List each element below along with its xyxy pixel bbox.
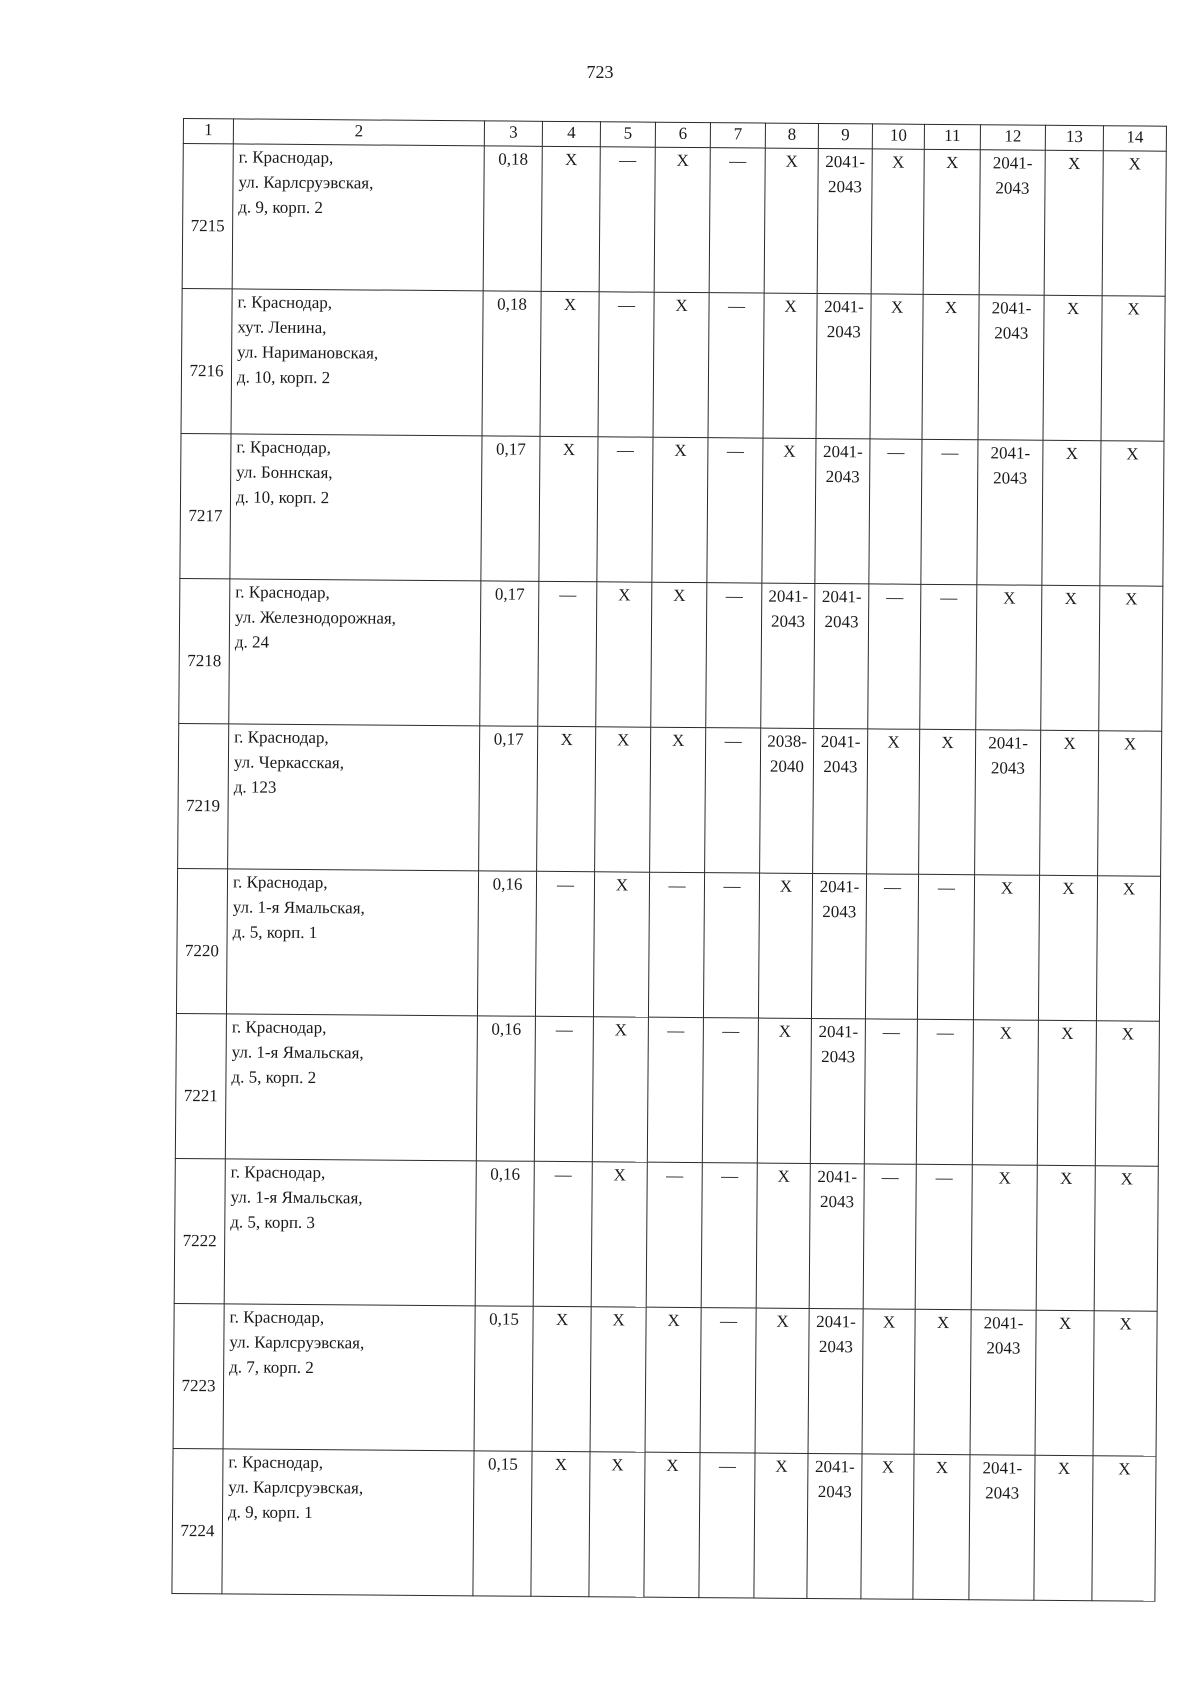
cell-c11: Х [922, 294, 979, 439]
cell-c13: Х [1044, 150, 1103, 295]
address-cell: г. Краснодар, ул. Черкасская, д. 123 [228, 724, 480, 871]
cell-c8: Х [754, 1453, 808, 1598]
cell-c8: 2038- 2040 [760, 728, 814, 873]
column-header-1: 1 [183, 119, 233, 144]
cell-c5: — [598, 292, 654, 437]
column-header-6: 6 [655, 122, 710, 147]
cell-c3: 0,16 [476, 1016, 535, 1161]
cell-c14: Х [1094, 1166, 1158, 1311]
column-header-13: 13 [1045, 125, 1103, 150]
row-number-cell [179, 578, 230, 723]
column-header-4: 4 [542, 121, 600, 146]
table-row [176, 868, 1160, 1021]
column-header-12: 12 [980, 125, 1045, 151]
cell-c5: — [599, 147, 655, 292]
cell-c3: 0,15 [474, 1306, 533, 1451]
cell-c6: Х [651, 582, 707, 727]
cell-c13: Х [1040, 730, 1099, 875]
cell-c4: — [538, 581, 597, 726]
cell-c10: Х [870, 294, 923, 439]
cell-c7: — [700, 1308, 756, 1453]
cell-c5: Х [590, 1307, 646, 1452]
table-row [172, 1448, 1156, 1601]
row-number-cell [175, 1013, 226, 1158]
cell-c12: Х [973, 875, 1039, 1021]
cell-c11: — [915, 1164, 972, 1309]
row-number-cell [181, 288, 232, 433]
table-row [173, 1303, 1157, 1456]
cell-c6: Х [653, 292, 709, 437]
cell-c12: 2041- 2043 [970, 1310, 1036, 1456]
cell-c10: — [864, 1019, 917, 1164]
cell-c6: Х [650, 727, 706, 872]
row-number: 7224 [180, 1520, 215, 1540]
cell-c8: Х [757, 1018, 811, 1163]
cell-c10: Х [871, 149, 924, 294]
column-header-10: 10 [872, 124, 924, 149]
cell-c11: — [917, 874, 974, 1019]
cell-c5: Х [591, 1162, 647, 1307]
cell-c7: — [708, 293, 764, 438]
cell-c7: — [707, 438, 763, 583]
cell-c8: Х [764, 148, 818, 293]
cell-c11: Х [913, 1454, 970, 1599]
address-cell: г. Краснодар, ул. Карлсруэвская, д. 7, корп. 2 [223, 1304, 475, 1451]
table-row [174, 1158, 1158, 1311]
cell-c12: Х [971, 1165, 1037, 1311]
row-number: 7222 [182, 1230, 217, 1250]
column-header-5: 5 [600, 122, 655, 147]
row-number: 7217 [188, 505, 223, 525]
table-row [180, 433, 1164, 586]
cell-c9: 2041- 2043 [808, 1308, 863, 1453]
column-header-11: 11 [924, 124, 980, 149]
row-number: 7219 [186, 795, 221, 815]
cell-c3: 0,17 [480, 581, 539, 726]
address-cell: г. Краснодар, ул. Карлсруэвская, д. 9, корп. 1 [222, 1449, 474, 1596]
cell-c11: — [920, 584, 977, 729]
cell-c5: Х [589, 1452, 645, 1597]
cell-c4: Х [539, 436, 598, 581]
register-table [171, 118, 1167, 1602]
cell-c3: 0,16 [475, 1161, 534, 1306]
cell-c11: Х [923, 149, 980, 294]
cell-c10: Х [867, 729, 920, 874]
cell-c8: 2041- 2043 [761, 583, 815, 728]
row-number: 7215 [190, 215, 225, 235]
cell-c4: Х [537, 726, 596, 871]
cell-c5: Х [596, 582, 652, 727]
cell-c14: Х [1102, 151, 1166, 296]
cell-c3: 0,17 [481, 436, 540, 581]
cell-c7: — [706, 583, 762, 728]
cell-c9: 2041- 2043 [815, 438, 870, 583]
row-number-cell [176, 868, 227, 1013]
cell-c13: Х [1037, 1020, 1096, 1165]
cell-c13: Х [1034, 1455, 1093, 1600]
table-row [178, 723, 1162, 876]
cell-c10: — [869, 439, 922, 584]
cell-c4: — [535, 871, 594, 1016]
column-header-14: 14 [1103, 126, 1166, 151]
cell-c8: Х [763, 293, 817, 438]
row-number: 7221 [183, 1085, 218, 1105]
row-number: 7220 [184, 940, 220, 960]
cell-c6: — [646, 1162, 702, 1307]
cell-c3: 0,16 [477, 871, 536, 1016]
cell-c7: — [703, 873, 759, 1018]
cell-c13: Х [1036, 1165, 1095, 1310]
cell-c6: — [648, 872, 704, 1017]
cell-c13: Х [1035, 1310, 1094, 1455]
row-number-cell [172, 1448, 223, 1593]
address-cell: г. Краснодар, ул. Карлсруэвская, д. 9, корп. 2 [232, 144, 484, 291]
table-row [182, 144, 1166, 297]
row-number: 7218 [187, 650, 222, 670]
column-header-7: 7 [710, 123, 765, 148]
cell-c7: — [705, 728, 761, 873]
cell-c12: Х [976, 585, 1042, 731]
cell-c14: Х [1096, 876, 1160, 1021]
row-number: 7216 [189, 360, 224, 380]
cell-c7: — [699, 1453, 755, 1598]
cell-c14: Х [1098, 731, 1162, 876]
address-cell: г. Краснодар, ул. Железнодорожная, д. 24 [229, 579, 481, 726]
address-cell: г. Краснодар, ул. 1-я Ямальская, д. 5, корп. 2 [225, 1014, 477, 1161]
address-cell: г. Краснодар, ул. Боннская, д. 10, корп. 2 [230, 434, 482, 581]
cell-c12: 2041- 2043 [977, 440, 1043, 586]
cell-c12: 2041- 2043 [969, 1455, 1035, 1601]
address-cell: г. Краснодар, хут. Ленина, ул. Наримановская, д. 10, корп. 2 [231, 289, 483, 436]
cell-c6: Х [644, 1452, 700, 1597]
cell-c8: Х [762, 438, 816, 583]
cell-c10: Х [861, 1454, 914, 1599]
cell-c9: 2041- 2043 [814, 583, 869, 728]
row-number-cell [178, 723, 229, 868]
cell-c3: 0,18 [482, 291, 541, 436]
cell-c6: Х [652, 437, 708, 582]
row-number: 7223 [181, 1375, 216, 1395]
cell-c11: — [921, 439, 978, 584]
cell-c5: Х [595, 727, 651, 872]
table-row [179, 578, 1163, 731]
row-number-cell [174, 1158, 225, 1303]
cell-c13: Х [1038, 875, 1097, 1020]
column-header-8: 8 [765, 123, 818, 148]
cell-c7: — [709, 148, 765, 293]
cell-c9: 2041- 2043 [809, 1163, 864, 1308]
table-row [181, 288, 1165, 441]
table-body [172, 144, 1166, 1602]
cell-c14: Х [1099, 586, 1163, 731]
cell-c8: Х [758, 873, 812, 1018]
cell-c14: Х [1093, 1311, 1157, 1456]
cell-c9: 2041- 2043 [811, 873, 866, 1018]
cell-c11: Х [914, 1309, 971, 1454]
cell-c8: Х [756, 1163, 810, 1308]
cell-c6: Х [645, 1307, 701, 1452]
cell-c3: 0,15 [473, 1451, 532, 1596]
cell-c9: 2041- 2043 [816, 293, 871, 438]
row-number-cell [182, 144, 233, 289]
cell-c10: — [868, 584, 921, 729]
table-row [175, 1013, 1159, 1166]
cell-c11: — [916, 1019, 973, 1164]
cell-c6: — [647, 1017, 703, 1162]
cell-c12: 2041- 2043 [975, 730, 1041, 876]
row-number-cell [173, 1303, 224, 1448]
cell-c8: Х [755, 1308, 809, 1453]
cell-c14: Х [1101, 296, 1165, 441]
cell-c13: Х [1041, 585, 1100, 730]
cell-c3: 0,18 [483, 146, 542, 291]
address-cell: г. Краснодар, ул. 1-я Ямальская, д. 5, корп. 1 [226, 869, 478, 1016]
cell-c7: — [702, 1018, 758, 1163]
page-number: 723 [586, 62, 614, 82]
cell-c5: Х [592, 1017, 648, 1162]
cell-c7: — [701, 1163, 757, 1308]
cell-c9: 2041- 2043 [807, 1453, 862, 1598]
cell-c14: Х [1092, 1456, 1156, 1601]
cell-c6: Х [654, 147, 710, 292]
cell-c12: 2041- 2043 [978, 295, 1044, 441]
cell-c4: Х [540, 291, 599, 436]
cell-c9: 2041- 2043 [817, 148, 872, 293]
cell-c4: — [534, 1016, 593, 1161]
cell-c4: Х [541, 146, 600, 291]
cell-c11: Х [919, 729, 976, 874]
cell-c12: 2041- 2043 [979, 150, 1045, 296]
column-header-2: 2 [233, 119, 484, 146]
cell-c5: — [597, 437, 653, 582]
cell-c4: Х [531, 1451, 590, 1596]
cell-c10: — [863, 1164, 916, 1309]
cell-c14: Х [1100, 441, 1164, 586]
cell-c9: 2041- 2043 [810, 1018, 865, 1163]
cell-c4: Х [532, 1306, 591, 1451]
cell-c13: Х [1043, 295, 1102, 440]
cell-c10: Х [862, 1309, 915, 1454]
row-number-cell [180, 433, 231, 578]
cell-c10: — [865, 874, 918, 1019]
column-header-9: 9 [818, 123, 872, 148]
cell-c9: 2041- 2043 [813, 728, 868, 873]
cell-c4: — [533, 1161, 592, 1306]
cell-c5: Х [593, 872, 649, 1017]
cell-c3: 0,17 [479, 726, 538, 871]
column-header-3: 3 [484, 121, 542, 146]
cell-c13: Х [1042, 440, 1101, 585]
cell-c12: Х [972, 1020, 1038, 1166]
cell-c14: Х [1095, 1021, 1159, 1166]
address-cell: г. Краснодар, ул. 1-я Ямальская, д. 5, корп. 3 [224, 1159, 476, 1306]
